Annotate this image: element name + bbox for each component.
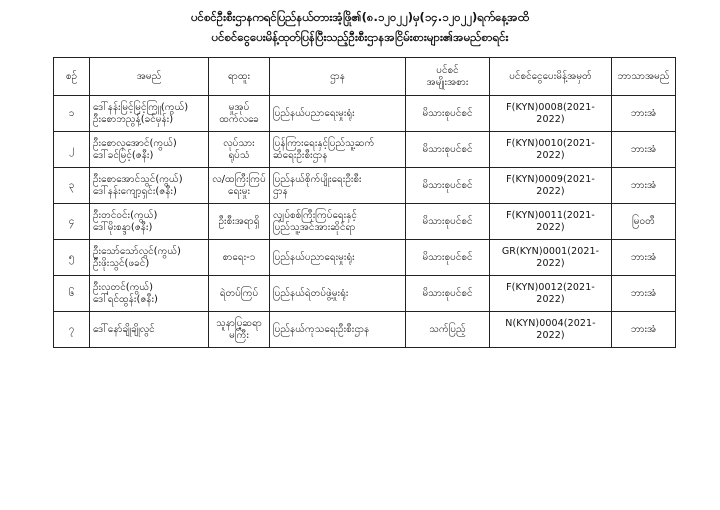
retiree-name-line1: ဦးသော်သော်လွင်(ကွယ်): [93, 245, 181, 257]
row-number: ၄: [54, 204, 90, 240]
position: [209, 240, 270, 276]
row-number: ၃: [54, 168, 90, 204]
retiree-name: [90, 168, 209, 204]
col-header-position: ရာထူး: [209, 58, 270, 96]
retiree-name-line2: ဒေါ်ခင်မြင့်(ဇနီး): [93, 149, 154, 161]
department-line1: ပြည်နယ်ရဲတပ်ဖွဲ့မှုးရုံး: [273, 287, 349, 299]
retiree-name: [90, 240, 209, 276]
permit-number: F(KYN)0009(2021-2022): [490, 168, 612, 204]
position-line2: မကြီး: [229, 329, 249, 341]
table-row: [54, 204, 676, 240]
township: ဘားအံ: [612, 96, 676, 132]
position-line1: ဦးစီးအရာရှိ: [218, 215, 260, 227]
department: [270, 204, 406, 240]
retiree-name-line1: ဦးစောလှအောင်(ကွယ်): [93, 137, 177, 149]
position: [209, 132, 270, 168]
position-line1: သူနာပြုဆရာ: [216, 317, 262, 329]
position-line1: ရဲတပ်ကြပ်: [219, 287, 259, 299]
document-title: ပင်စင်ဦးစီးဌာနကရင်ပြည်နယ်တားအံ့ဖြို၏(၈.၁၂၀၂၂)မှ(၁၄.၁၂၀၂၂)ရက်နေ့အထိ: [191, 10, 529, 24]
pension-type: သက်ပြည့်: [406, 312, 490, 348]
position: [209, 168, 270, 204]
retiree-name: [90, 96, 209, 132]
retiree-name: [90, 204, 209, 240]
permit-number: GR(KYN)0001(2021-2022): [490, 240, 612, 276]
position-line1: မှုအုပ်: [228, 101, 250, 113]
col-header-permit-number: ပင်စင်ငွေပေးမိန့်အမှတ်: [490, 58, 612, 96]
township: ဘားအံ: [612, 312, 676, 348]
department: [270, 168, 406, 204]
position-line1: စာရေး-၁: [222, 251, 256, 263]
retiree-name: [90, 132, 209, 168]
department-line1: လျှပ်စစ်ကြီးကြပ်ရေးနှင့်: [273, 209, 357, 221]
township: ဘားအံ: [612, 240, 676, 276]
township: ဘားအံ: [612, 132, 676, 168]
retiree-name: [90, 312, 209, 348]
table-row: [54, 96, 676, 132]
retiree-name-line2: ဦးဖိုးသွင်(ဖခင်): [93, 257, 150, 269]
row-number: ၇: [54, 312, 90, 348]
retiree-name-line1: ဒေါ်နော်ချိုချိုလွင်: [93, 323, 155, 335]
retiree-name-line2: ဒေါ်ရင်ထွန်း(ဇနီး): [93, 293, 158, 305]
department: [270, 96, 406, 132]
position: [209, 276, 270, 312]
township: ဘားအံ: [612, 168, 676, 204]
header-row: [54, 58, 676, 96]
retiree-name-line2: ဒေါ်နန်းကျော့ရှင်း(ဇနီး): [93, 185, 177, 197]
table-row: [54, 132, 676, 168]
position-line2: ရေးမှုး: [228, 185, 250, 197]
department: [270, 312, 406, 348]
department-line2: ဌာန: [273, 185, 288, 197]
retiree-name-line1: ဒေါ်နန်းမြင့်မြင့်ကြူ(ကွယ်): [93, 101, 189, 113]
retiree-name-line2: ဦးစောဘညွန့်(ခင်မှန်း): [93, 113, 174, 125]
col-header-pension-type: [406, 58, 490, 96]
table-row: [54, 168, 676, 204]
position: [209, 312, 270, 348]
permit-number: N(KYN)0004(2021-2022): [490, 312, 612, 348]
col-header-name: အမည်: [90, 58, 209, 96]
position-line2: ရုပ်သံ: [228, 149, 250, 161]
position: [209, 204, 270, 240]
position: [209, 96, 270, 132]
pension-type: မိသားစုပင်စင်: [406, 204, 490, 240]
department-line1: ပြည်နယ်စိုက်ပျိုးရေးဦးစီး: [273, 173, 362, 185]
position-line1: လ/ထကြီးကြပ်: [212, 173, 266, 185]
row-number: ၆: [54, 276, 90, 312]
pension-records-table: [53, 57, 676, 348]
col-header-department: ဌာန: [270, 58, 406, 96]
township: မြဝတီ: [612, 204, 676, 240]
table-body: [54, 96, 676, 348]
row-number: ၁: [54, 96, 90, 132]
permit-number: F(KYN)0010(2021-2022): [490, 132, 612, 168]
col-header-pension-type-line2: အမျိုးအစား: [426, 76, 469, 88]
township: ဘားအံ: [612, 276, 676, 312]
permit-number: F(KYN)0008(2021-2022): [490, 96, 612, 132]
col-header-pension-type-line1: ပင်စင်: [436, 64, 459, 76]
table-row: [54, 276, 676, 312]
retiree-name: [90, 276, 209, 312]
pension-type: မိသားစုပင်စင်: [406, 276, 490, 312]
col-header-no: စဉ်: [54, 58, 90, 96]
table-row: [54, 240, 676, 276]
permit-number: F(KYN)0011(2021-2022): [490, 204, 612, 240]
department-line1: ပြည်နယ်ကုသရေးဦးစီးဌာန: [273, 323, 370, 335]
department: [270, 132, 406, 168]
table-header: [54, 58, 676, 96]
pension-type: မိသားစုပင်စင်: [406, 240, 490, 276]
table-row: [54, 312, 676, 348]
pension-type: မိသားစုပင်စင်: [406, 96, 490, 132]
department-line1: ပြည်နယ်ပညာရေးမှုးရုံး: [273, 107, 355, 119]
document-subtitle: ပင်စင်ငွေပေးမိန့်ထုတ်ပြန်ပြီးသည့်ဦးစီးဌာနအငြိမ်းစားများ၏အမည်စာရင်း: [211, 30, 509, 44]
retiree-name-line2: ဒေါ်မိုးစန္ဒာ(ဇနီး): [93, 221, 153, 233]
row-number: ၅: [54, 240, 90, 276]
retiree-name-line1: ဦးလှတင်(ကွယ်): [93, 281, 154, 293]
pension-type: မိသားစုပင်စင်: [406, 168, 490, 204]
department-line2: ပြည်သူ့အင်အားဆိုင်ရာ: [273, 221, 356, 233]
pension-type: မိသားစုပင်စင်: [406, 132, 490, 168]
retiree-name-line1: ဦးတင်ဝင်း(ကွယ်): [93, 209, 158, 221]
department: [270, 276, 406, 312]
department-line2: ဆံရေးဦးစီးဌာန: [273, 149, 328, 161]
department-line1: ပြန်ကြားရေးနှင့်ပြည်သူ့ဆက်: [273, 137, 375, 149]
department: [270, 240, 406, 276]
retiree-name-line1: ဦးစောအောင်သွင်(ကွယ်): [93, 173, 183, 185]
position-line1: လုပ်သား: [223, 137, 255, 149]
permit-number: F(KYN)0012(2021-2022): [490, 276, 612, 312]
department-line1: ပြည်နယ်ပညာရေးမှုးရုံး: [273, 251, 355, 263]
position-line2: ထက်လခေ: [219, 113, 259, 125]
row-number: ၂: [54, 132, 90, 168]
col-header-township: ဘာသာအမည်: [612, 58, 676, 96]
